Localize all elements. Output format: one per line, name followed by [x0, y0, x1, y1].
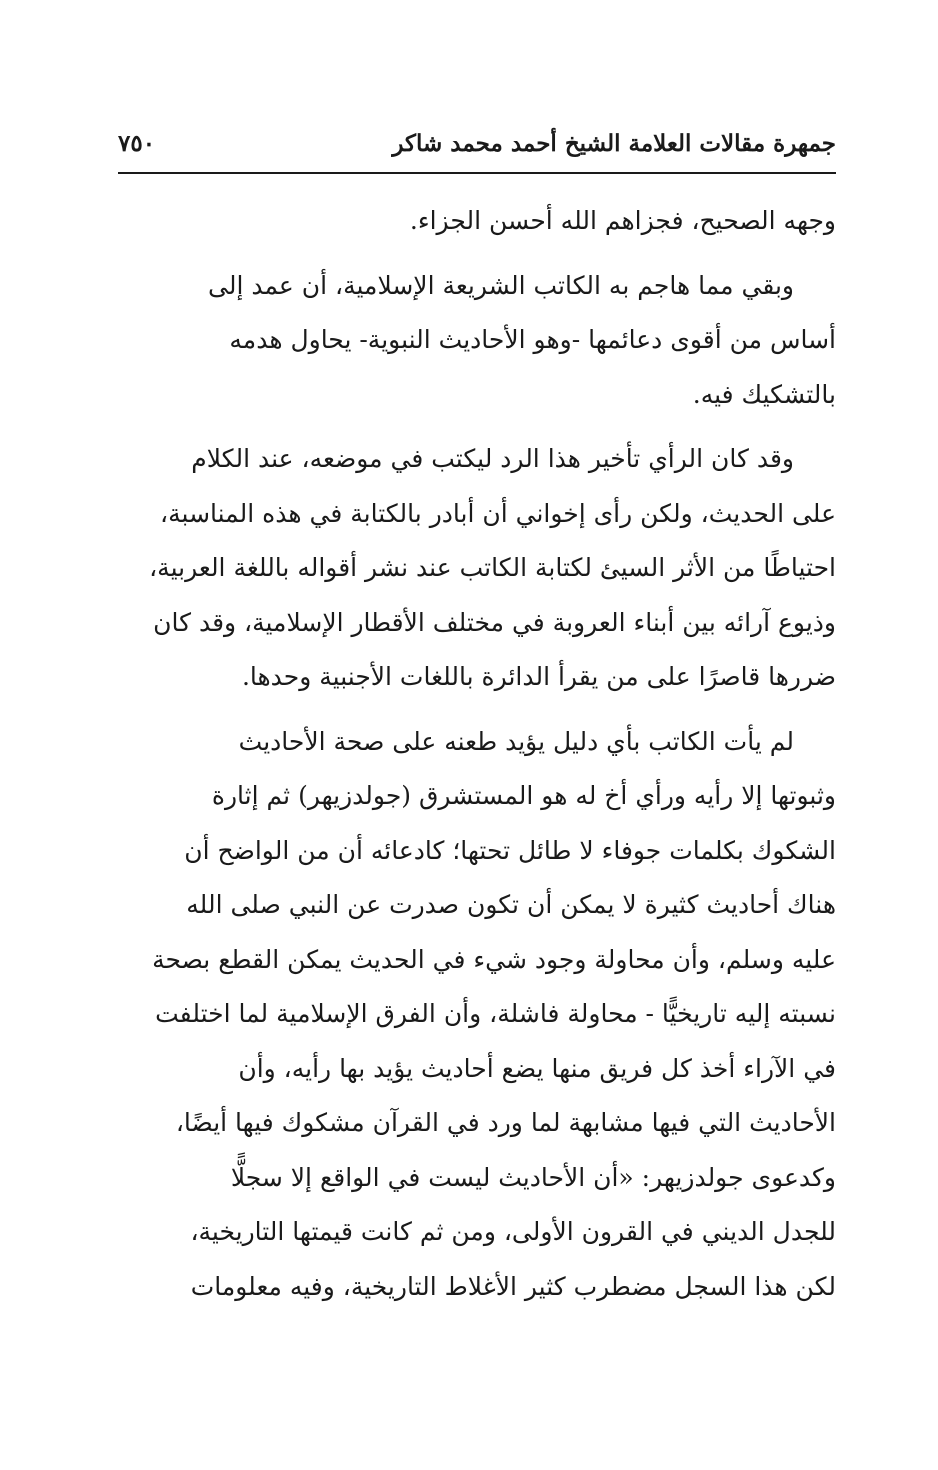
text-line: هناك أحاديث كثيرة لا يمكن أن تكون صدرت عن النبي صلى الله — [186, 890, 836, 919]
paragraph-2 — [118, 259, 836, 423]
text-line: نسبته إليه تاريخيًّا - محاولة فاشلة، وأن الفرق الإسلامية لما اختلفت — [155, 999, 836, 1028]
text-line: وثبوتها إلا رأيه ورأي أخ له هو المستشرق (جولدزيهر) ثم إثارة — [211, 781, 836, 810]
text-line: وقد كان الرأي تأخير هذا الرد ليكتب في موضعه، عند الكلام — [191, 444, 794, 473]
text-line: الشكوك بكلمات جوفاء لا طائل تحتها؛ كادعائه أن من الواضح أن — [184, 835, 836, 865]
paragraph-4 — [118, 715, 836, 1315]
text-line: احتياطًا من الأثر السيئ لكتابة الكاتب عند نشر أقواله باللغة العربية، — [149, 553, 836, 582]
page-number: ٧٥٠ — [118, 130, 156, 157]
text-line: لكن هذا السجل مضطرب كثير الأغلاط التاريخية، وفيه معلومات — [190, 1271, 836, 1301]
text-line: ضررها قاصرًا على من يقرأ الدائرة باللغات الأجنبية وحدها. — [241, 662, 836, 691]
text-line: وذيوع آرائه بين أبناء العروبة في مختلف الأقطار الإسلامية، وقد كان — [153, 607, 836, 637]
book-page — [118, 120, 836, 1360]
text-line: الأحاديث التي فيها مشابهة لما ورد في القرآن مشكوك فيها أيضًا، — [175, 1108, 836, 1137]
paragraph-3 — [118, 432, 836, 705]
running-header — [118, 120, 836, 174]
body-text — [118, 194, 836, 1314]
text-line: لم يأت الكاتب بأي دليل يؤيد طعنه على صحة الأحاديث — [238, 726, 794, 756]
running-title: جمهرة مقالات العلامة الشيخ أحمد محمد شاكر — [392, 130, 836, 157]
text-line: وكدعوى جولدزيهر: «أن الأحاديث ليست في الواقع إلا سجلًّا — [230, 1162, 836, 1192]
text-line: بالتشكيك فيه. — [692, 379, 836, 409]
text-line: عليه وسلم، وأن محاولة وجود شيء في الحديث يمكن القطع بصحة — [152, 944, 836, 974]
text-line: وبقي مما هاجم به الكاتب الشريعة الإسلامية، أن عمد إلى — [208, 270, 794, 300]
text-line: أساس من أقوى دعائمها -وهو الأحاديث النبوية- يحاول هدمه — [229, 325, 836, 354]
paragraph-1 — [118, 194, 836, 249]
text-line: للجدل الديني في القرون الأولى، ومن ثم كانت قيمتها التاريخية، — [190, 1217, 836, 1246]
text-line: على الحديث، ولكن رأى إخواني أن أبادر بالكتابة في هذه المناسبة، — [160, 498, 836, 528]
text-line: وجهه الصحيح، فجزاهم الله أحسن الجزاء. — [409, 206, 836, 235]
text-line: في الآراء أخذ كل فريق منها يضع أحاديث يؤيد بها رأيه، وأن — [238, 1053, 836, 1083]
